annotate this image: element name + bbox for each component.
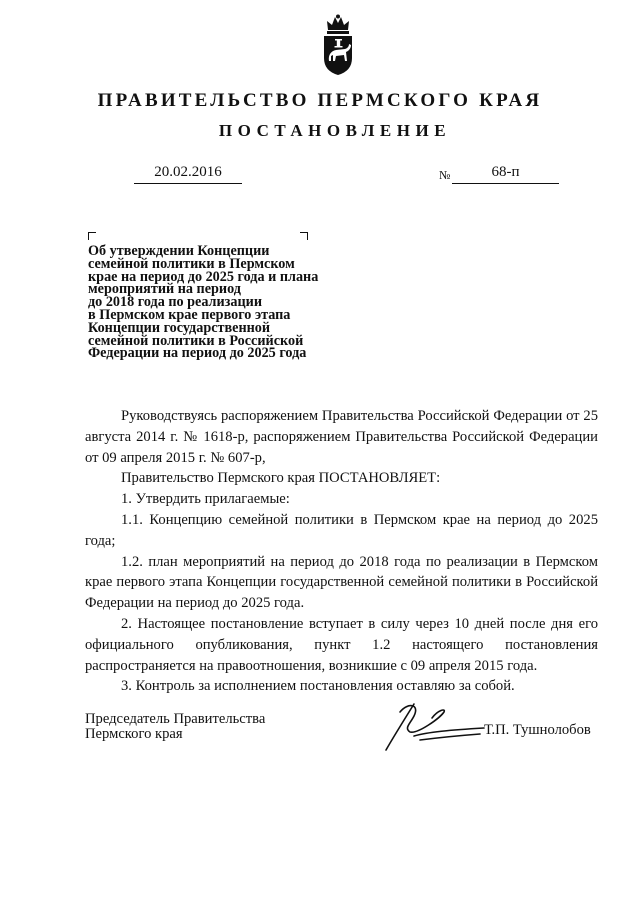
number-sign: № bbox=[439, 168, 451, 182]
subject-bracket-right bbox=[300, 232, 308, 240]
clause-2: 2. Настоящее постановление вступает в силу через 10 дней после дня его официального опубликования, пункт 1.2 настоящего постановления распространяется на правоотношения, возникшие с 09 апреля 2015 года. bbox=[85, 615, 598, 674]
coat-of-arms-icon bbox=[318, 14, 358, 76]
document-subject bbox=[88, 245, 328, 360]
document-number: 68-п bbox=[452, 163, 559, 184]
document-body bbox=[85, 406, 598, 697]
signature-icon bbox=[380, 694, 492, 754]
subject-line: Федерации на период до 2025 года bbox=[88, 345, 307, 362]
government-title: ПРАВИТЕЛЬСТВО ПЕРМСКОГО КРАЯ bbox=[97, 90, 543, 111]
subject-line: семейной политики в Пермском bbox=[88, 255, 295, 272]
subject-line: Об утверждении Концепции bbox=[88, 243, 270, 259]
subject-line: до 2018 года по реализации bbox=[88, 294, 263, 311]
signer-position-line: Пермского края bbox=[85, 726, 183, 742]
clause-1-1: 1.1. Концепцию семейной политики в Пермском крае на период до 2025 года; bbox=[85, 511, 598, 549]
clause-1-2: 1.2. план мероприятий на период до 2018 года по реализации в Пермском крае первого этапа Концепции государственной семейной политики в Российской Федерации на период до 2025 года. bbox=[85, 553, 598, 612]
subject-line: Концепции государственной bbox=[88, 319, 271, 336]
signer-position bbox=[85, 712, 265, 742]
signer-name: Т.П. Тушнолобов bbox=[484, 722, 591, 738]
signer-position-line: Председатель Правительства bbox=[85, 711, 266, 727]
subject-line: семейной политики в Российской bbox=[88, 332, 304, 349]
subject-line: в Пермском крае первого этапа bbox=[88, 306, 291, 323]
resolution-paragraph: Правительство Пермского края ПОСТАНОВЛЯЕТ: bbox=[121, 470, 441, 487]
preamble-paragraph: Руководствуясь распоряжением Правительства Российской Федерации от 25 августа 2014 г. № 1618-р, распоряжением Правительства Российской Федерации от 09 апреля 2015 г. № 607-р, bbox=[85, 408, 598, 466]
subject-line: мероприятий на период bbox=[88, 281, 241, 298]
document-date: 20.02.2016 bbox=[134, 163, 242, 184]
subject-line: крае на период до 2025 года и плана bbox=[88, 268, 319, 285]
document-type: ПОСТАНОВЛЕНИЕ bbox=[218, 121, 452, 140]
clause-3: 3. Контроль за исполнением постановления оставляю за собой. bbox=[121, 678, 515, 695]
clause-1: 1. Утвердить прилагаемые: bbox=[121, 491, 290, 508]
subject-bracket-left bbox=[88, 232, 96, 240]
